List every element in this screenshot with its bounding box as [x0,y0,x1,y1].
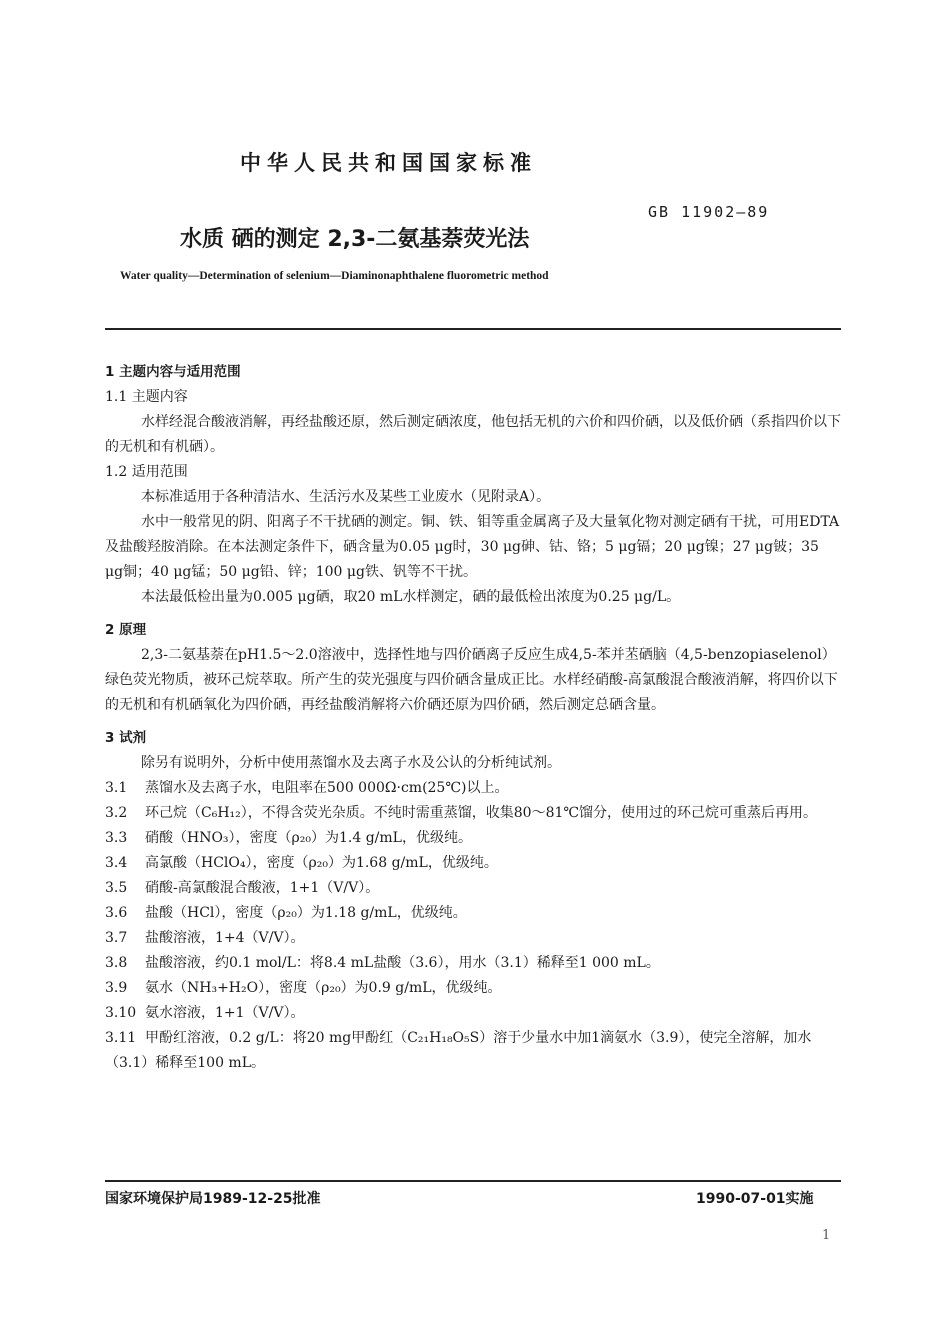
section-1-heading: 1 主题内容与适用范围 [105,364,241,380]
reagent-text: 甲酚红溶液，0.2 g/L：将20 mg甲酚红（C₂₁H₁₈O₅S）溶于少量水中加1滴氨水（3.9），使完全溶解，加水（3.1）稀释至100 mL。 [105,1030,812,1071]
section-3-heading: 3 试剂 [105,730,147,746]
reagent-text: 蒸馏水及去离子水，电阻率在500 000Ω·cm(25℃)以上。 [145,780,509,796]
reagent-item [105,901,841,926]
reagent-item [105,951,841,976]
reagent-item [105,776,841,801]
standard-code: GB 11902—89 [648,203,770,221]
document-body [105,360,841,1076]
reagent-text: 盐酸（HCl），密度（ρ₂₀）为1.18 g/mL，优级纯。 [145,905,467,921]
national-standard-heading: 中华人民共和国国家标准 [240,151,537,175]
reagent-number: 3.1 [105,780,128,796]
document-title-cn: 水质 硒的测定 2,3-二氨基萘荧光法 [180,227,530,252]
page-number: 1 [822,1228,831,1243]
reagent-number: 3.8 [105,955,128,971]
reagent-item [105,976,841,1001]
reagent-item [105,1026,841,1076]
implementation-date: 1990-07-01实施 [696,1191,814,1207]
reagent-text: 环己烷（C₆H₁₂），不得含荧光杂质。不纯时需重蒸馏，收集80～81℃馏分，使用过的环己烷可重蒸后再用。 [145,805,818,821]
section-1-2-para-1: 本标准适用于各种清洁水、生活污水及某些工业废水（见附录A）。 [141,489,551,505]
reagent-item [105,826,841,851]
reagent-number: 3.10 [105,1005,137,1021]
reagent-number: 3.4 [105,855,128,871]
reagent-number: 3.3 [105,830,128,846]
reagent-number: 3.6 [105,905,128,921]
reagent-number: 3.2 [105,805,128,821]
reagent-item [105,926,841,951]
reagent-text: 硝酸（HNO₃），密度（ρ₂₀）为1.4 g/mL，优级纯。 [145,830,472,846]
reagent-number: 3.11 [105,1030,137,1046]
reagent-item [105,1001,841,1026]
header-divider [105,328,841,330]
section-2-heading: 2 原理 [105,622,147,638]
section-3-intro: 除另有说明外，分析中使用蒸馏水及去离子水及公认的分析纯试剂。 [141,755,561,771]
section-1-2-para-3: 本法最低检出量为0.005 μg硒，取20 mL水样测定，硒的最低检出浓度为0.25 μg/L。 [141,589,681,605]
reagent-text: 盐酸溶液，1+4（V/V）。 [145,930,305,946]
reagent-item [105,851,841,876]
reagent-text: 盐酸溶液，约0.1 mol/L：将8.4 mL盐酸（3.6），用水（3.1）稀释至1 000 mL。 [145,955,660,971]
reagent-item [105,876,841,901]
approval-date: 国家环境保护局1989-12-25批准 [105,1191,321,1207]
section-1-2-para-2: 水中一般常见的阴、阳离子不干扰硒的测定。铜、铁、钼等重金属离子及大量氧化物对测定硒有干扰，可用EDTA及盐酸羟胺消除。在本法测定条件下，硒含量为0.05 μg时，30 μg砷、钴、铬；5 μg镉；20 μg镍；27 μg铍；35 μg铜；40 μg锰；50 μg铅、锌；100 μg铁、钒等不干扰。 [105,514,840,580]
reagent-number: 3.5 [105,880,128,896]
reagent-list [105,776,841,1076]
footer-divider [105,1180,841,1182]
reagent-item [105,801,841,826]
reagent-text: 氨水溶液，1+1（V/V）。 [145,1005,305,1021]
section-1-1-heading: 1.1 主题内容 [105,389,188,405]
document-title-en: Water quality—Determination of selenium—Diaminonaphthalene fluorometric method [120,270,549,282]
section-1-1-text: 水样经混合酸液消解，再经盐酸还原，然后测定硒浓度，他包括无机的六价和四价硒，以及低价硒（系指四价以下的无机和有机硒）。 [105,414,841,455]
reagent-text: 高氯酸（HClO₄），密度（ρ₂₀）为1.68 g/mL，优级纯。 [145,855,498,871]
reagent-text: 氨水（NH₃+H₂O），密度（ρ₂₀）为0.9 g/mL，优级纯。 [145,980,502,996]
reagent-number: 3.7 [105,930,128,946]
section-2-text: 2,3-二氨基萘在pH1.5～2.0溶液中，选择性地与四价硒离子反应生成4,5-苯并苤硒脑（4,5-benzopiaselenol）绿色荧光物质，被环己烷萃取。所产生的荧光强度与四价硒含量成正比。水样经硝酸-高氯酸混合酸液消解，将四价以下的无机和有机硒氧化为四价硒，再经盐酸消解将六价硒还原为四价硒，然后测定总硒含量。 [105,647,838,713]
section-1-2-heading: 1.2 适用范围 [105,464,188,480]
reagent-text: 硝酸-高氯酸混合酸液，1+1（V/V）。 [145,880,380,896]
reagent-number: 3.9 [105,980,128,996]
